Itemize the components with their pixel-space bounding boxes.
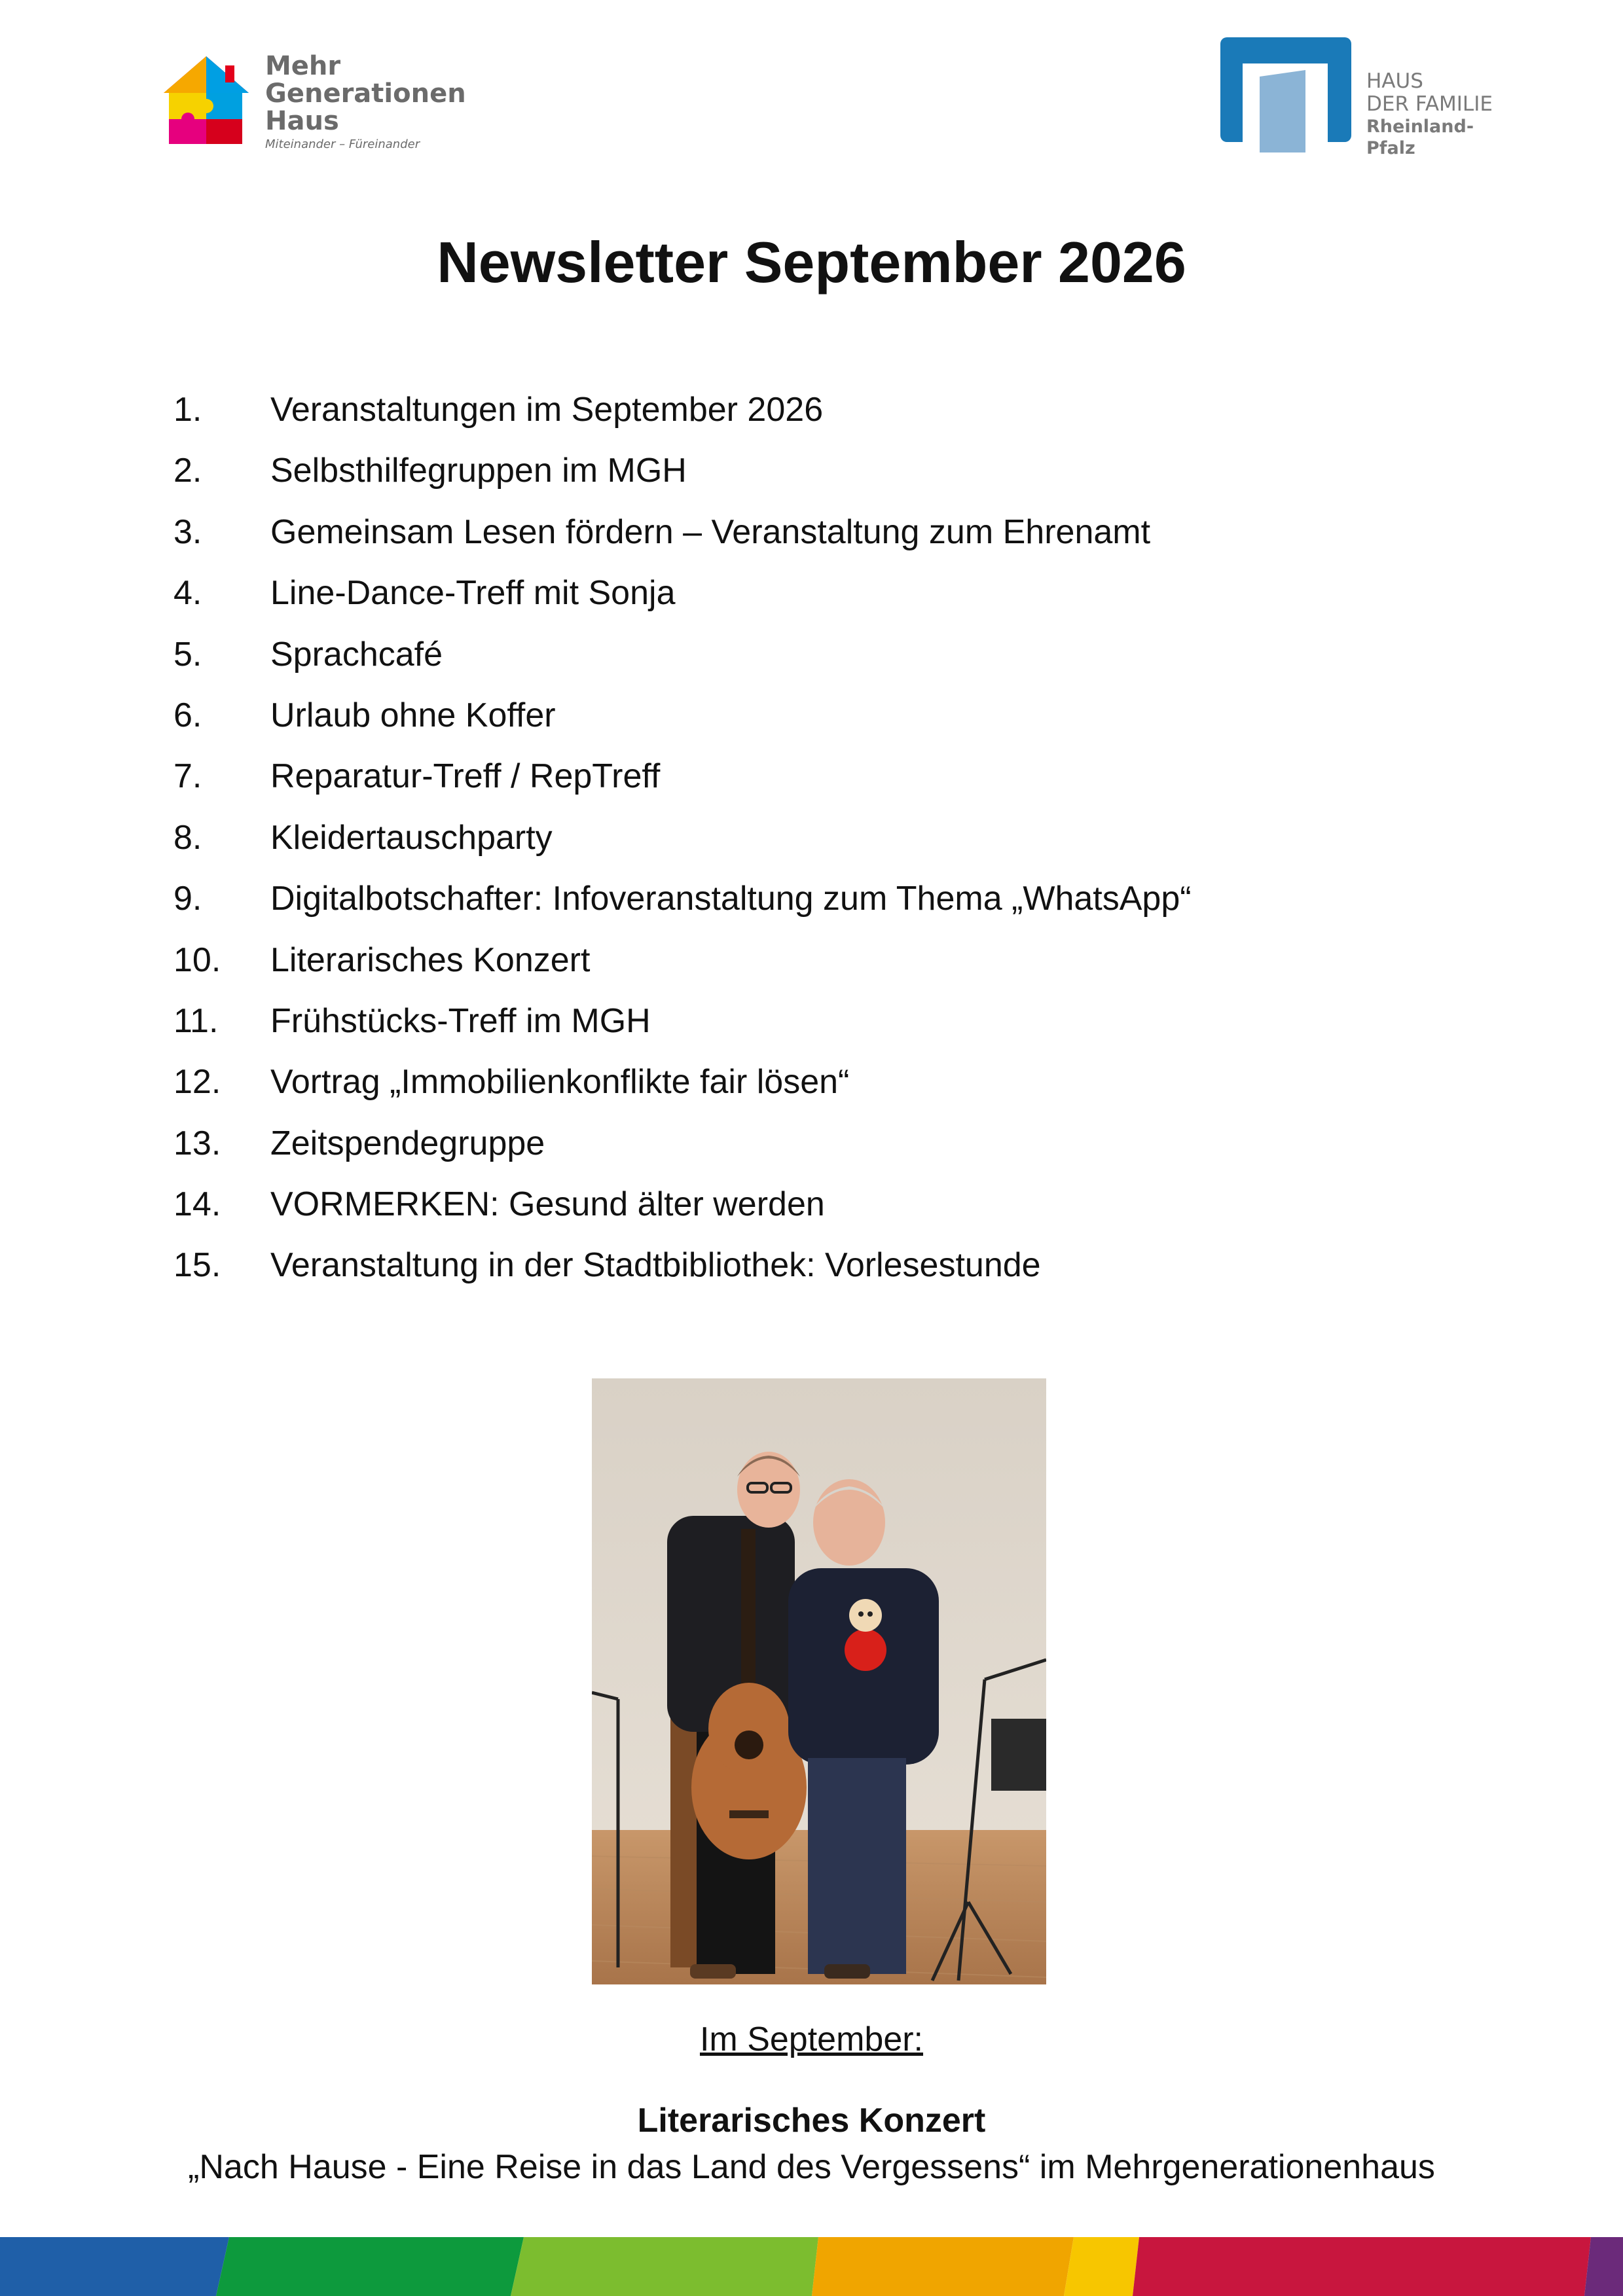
event-subtitle: „Nach Hause - Eine Reise in das Land des Vergessens“ im Mehrgenerationenhaus [188, 2148, 1435, 2186]
stripe-segment [812, 2237, 1074, 2296]
logo-text-line: Mehr [265, 51, 341, 81]
toc-number: 6. [173, 696, 202, 734]
footer-color-stripe [0, 2237, 1623, 2296]
door-icon [1219, 36, 1357, 154]
haus-der-familie-logo [1219, 36, 1501, 158]
toc-number: 9. [173, 880, 202, 918]
toc-item [173, 992, 1483, 1053]
toc-number: 12. [173, 1063, 221, 1102]
toc-text: Zeitspendegruppe [270, 1124, 545, 1162]
toc-item [173, 687, 1483, 747]
logo-region-text: Rheinland-Pfalz [1366, 117, 1474, 158]
toc-number: 4. [173, 574, 202, 613]
table-of-contents [173, 381, 1483, 1298]
toc-text: Literarisches Konzert [270, 941, 591, 979]
toc-number: 13. [173, 1124, 221, 1162]
toc-text: Sprachcafé [270, 635, 443, 673]
toc-item [173, 626, 1483, 687]
stripe-segment [1133, 2237, 1591, 2296]
toc-item [173, 1053, 1483, 1114]
toc-text: Selbsthilfegruppen im MGH [270, 452, 687, 490]
page-title: Newsletter September 2026 [437, 230, 1186, 295]
toc-item [173, 870, 1483, 931]
stripe-segment [1064, 2237, 1139, 2296]
toc-item [173, 503, 1483, 564]
event-title: Literarisches Konzert [637, 2102, 986, 2140]
mehrgenerationenhaus-logo [157, 51, 466, 157]
toc-text: VORMERKEN: Gesund älter werden [270, 1185, 825, 1224]
toc-number: 5. [173, 635, 202, 673]
logo-text-line: DER FAMILIE [1366, 92, 1493, 116]
toc-text: Digitalbotschafter: Infoveranstaltung zum Thema „WhatsApp“ [270, 880, 1192, 918]
toc-text: Veranstaltung in der Stadtbibliothek: Vorlesestunde [270, 1246, 1041, 1285]
toc-item [173, 564, 1483, 625]
logo-text-line: Generationen [265, 79, 466, 109]
toc-text: Frühstücks-Treff im MGH [270, 1001, 651, 1040]
toc-number: 11. [173, 1001, 219, 1040]
toc-number: 2. [173, 452, 202, 490]
toc-text: Veranstaltungen im September 2026 [270, 391, 824, 429]
logo-tagline: Miteinander – Füreinander [265, 137, 420, 151]
house-puzzle-icon [157, 52, 255, 151]
toc-number: 7. [173, 757, 202, 796]
toc-item [173, 1115, 1483, 1175]
toc-item [173, 442, 1483, 503]
toc-number: 15. [173, 1246, 221, 1285]
toc-item [173, 1175, 1483, 1236]
stripe-segment [216, 2237, 524, 2296]
toc-text: Gemeinsam Lesen fördern – Veranstaltung zum Ehrenamt [270, 512, 1151, 551]
logo-text-line: HAUS [1366, 69, 1423, 93]
toc-number: 3. [173, 512, 202, 551]
toc-item [173, 931, 1483, 992]
toc-text: Vortrag „Immobilienkonflikte fair lösen“ [270, 1063, 850, 1102]
logo-text-line: Haus [265, 106, 339, 136]
section-heading: Im September: [699, 2020, 924, 2058]
toc-item [173, 381, 1483, 442]
toc-number: 8. [173, 818, 202, 857]
toc-item [173, 809, 1483, 870]
toc-text: Line-Dance-Treff mit Sonja [270, 574, 676, 613]
toc-text: Reparatur-Treff / RepTreff [270, 757, 661, 796]
toc-text: Kleidertauschparty [270, 818, 553, 857]
stripe-segment [0, 2237, 229, 2296]
stripe-segment [1584, 2237, 1623, 2296]
toc-item [173, 747, 1483, 808]
concert-photo [592, 1378, 1046, 1984]
toc-number: 10. [173, 941, 221, 979]
stripe-segment [511, 2237, 818, 2296]
toc-item [173, 1236, 1483, 1297]
toc-number: 14. [173, 1185, 221, 1224]
toc-number: 1. [173, 391, 202, 429]
toc-text: Urlaub ohne Koffer [270, 696, 556, 734]
